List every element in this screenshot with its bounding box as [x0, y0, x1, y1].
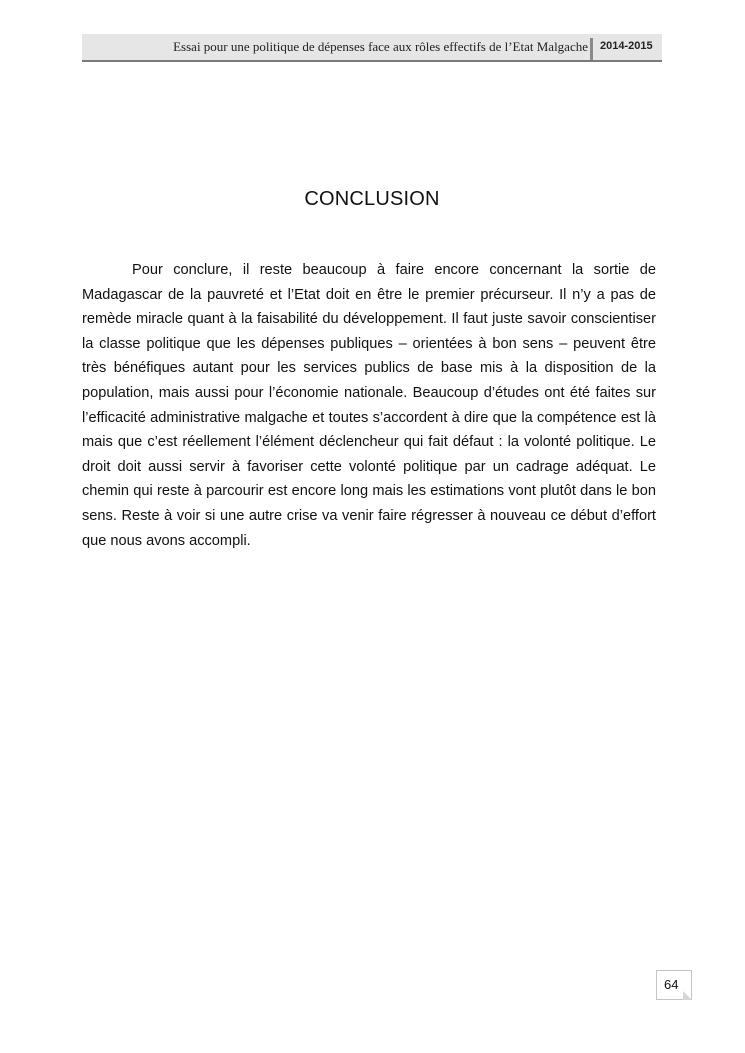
page-curl-icon: [683, 991, 692, 1000]
header-year: 2014-2015: [600, 40, 653, 52]
conclusion-paragraph: Pour conclure, il reste beaucoup à faire encore concernant la sortie de Madagascar de la pauvreté et l’Etat doit en être le premier précurseur. Il n’y a pas de remède miracle quant à la faisabilité du développement. Il faut juste savoir conscientiser la classe politique que les dépenses publiques – orientées à bon sens – peuvent être très bénéfiques autant pour les services publics de base mis à la disposition de la population, mais aussi pour l’économie nationale. Beaucoup d’études ont été faites sur l’efficacité administrative malgache et toutes s’accordent à dire que la compétence est là mais que c’est réellement l’élément déclencheur qui fait défaut : la volonté politique. Le droit doit aussi servir à favoriser cette volonté politique par un cadrage adéquat. Le chemin qui reste à parcourir est encore long mais les estimations vont plutôt dans le bon sens. Reste à voir si une autre crise va venir faire régresser à nouveau ce début d’effort que nous avons accompli.: [82, 262, 656, 549]
page-number-box: [656, 970, 692, 1000]
header-divider: [590, 38, 593, 60]
section-heading: CONCLUSION: [304, 188, 440, 210]
header-title: Essai pour une politique de dépenses face aux rôles effectifs de l’Etat Malgache: [173, 39, 588, 54]
running-header: [82, 34, 662, 62]
page-number: 64: [664, 977, 679, 992]
